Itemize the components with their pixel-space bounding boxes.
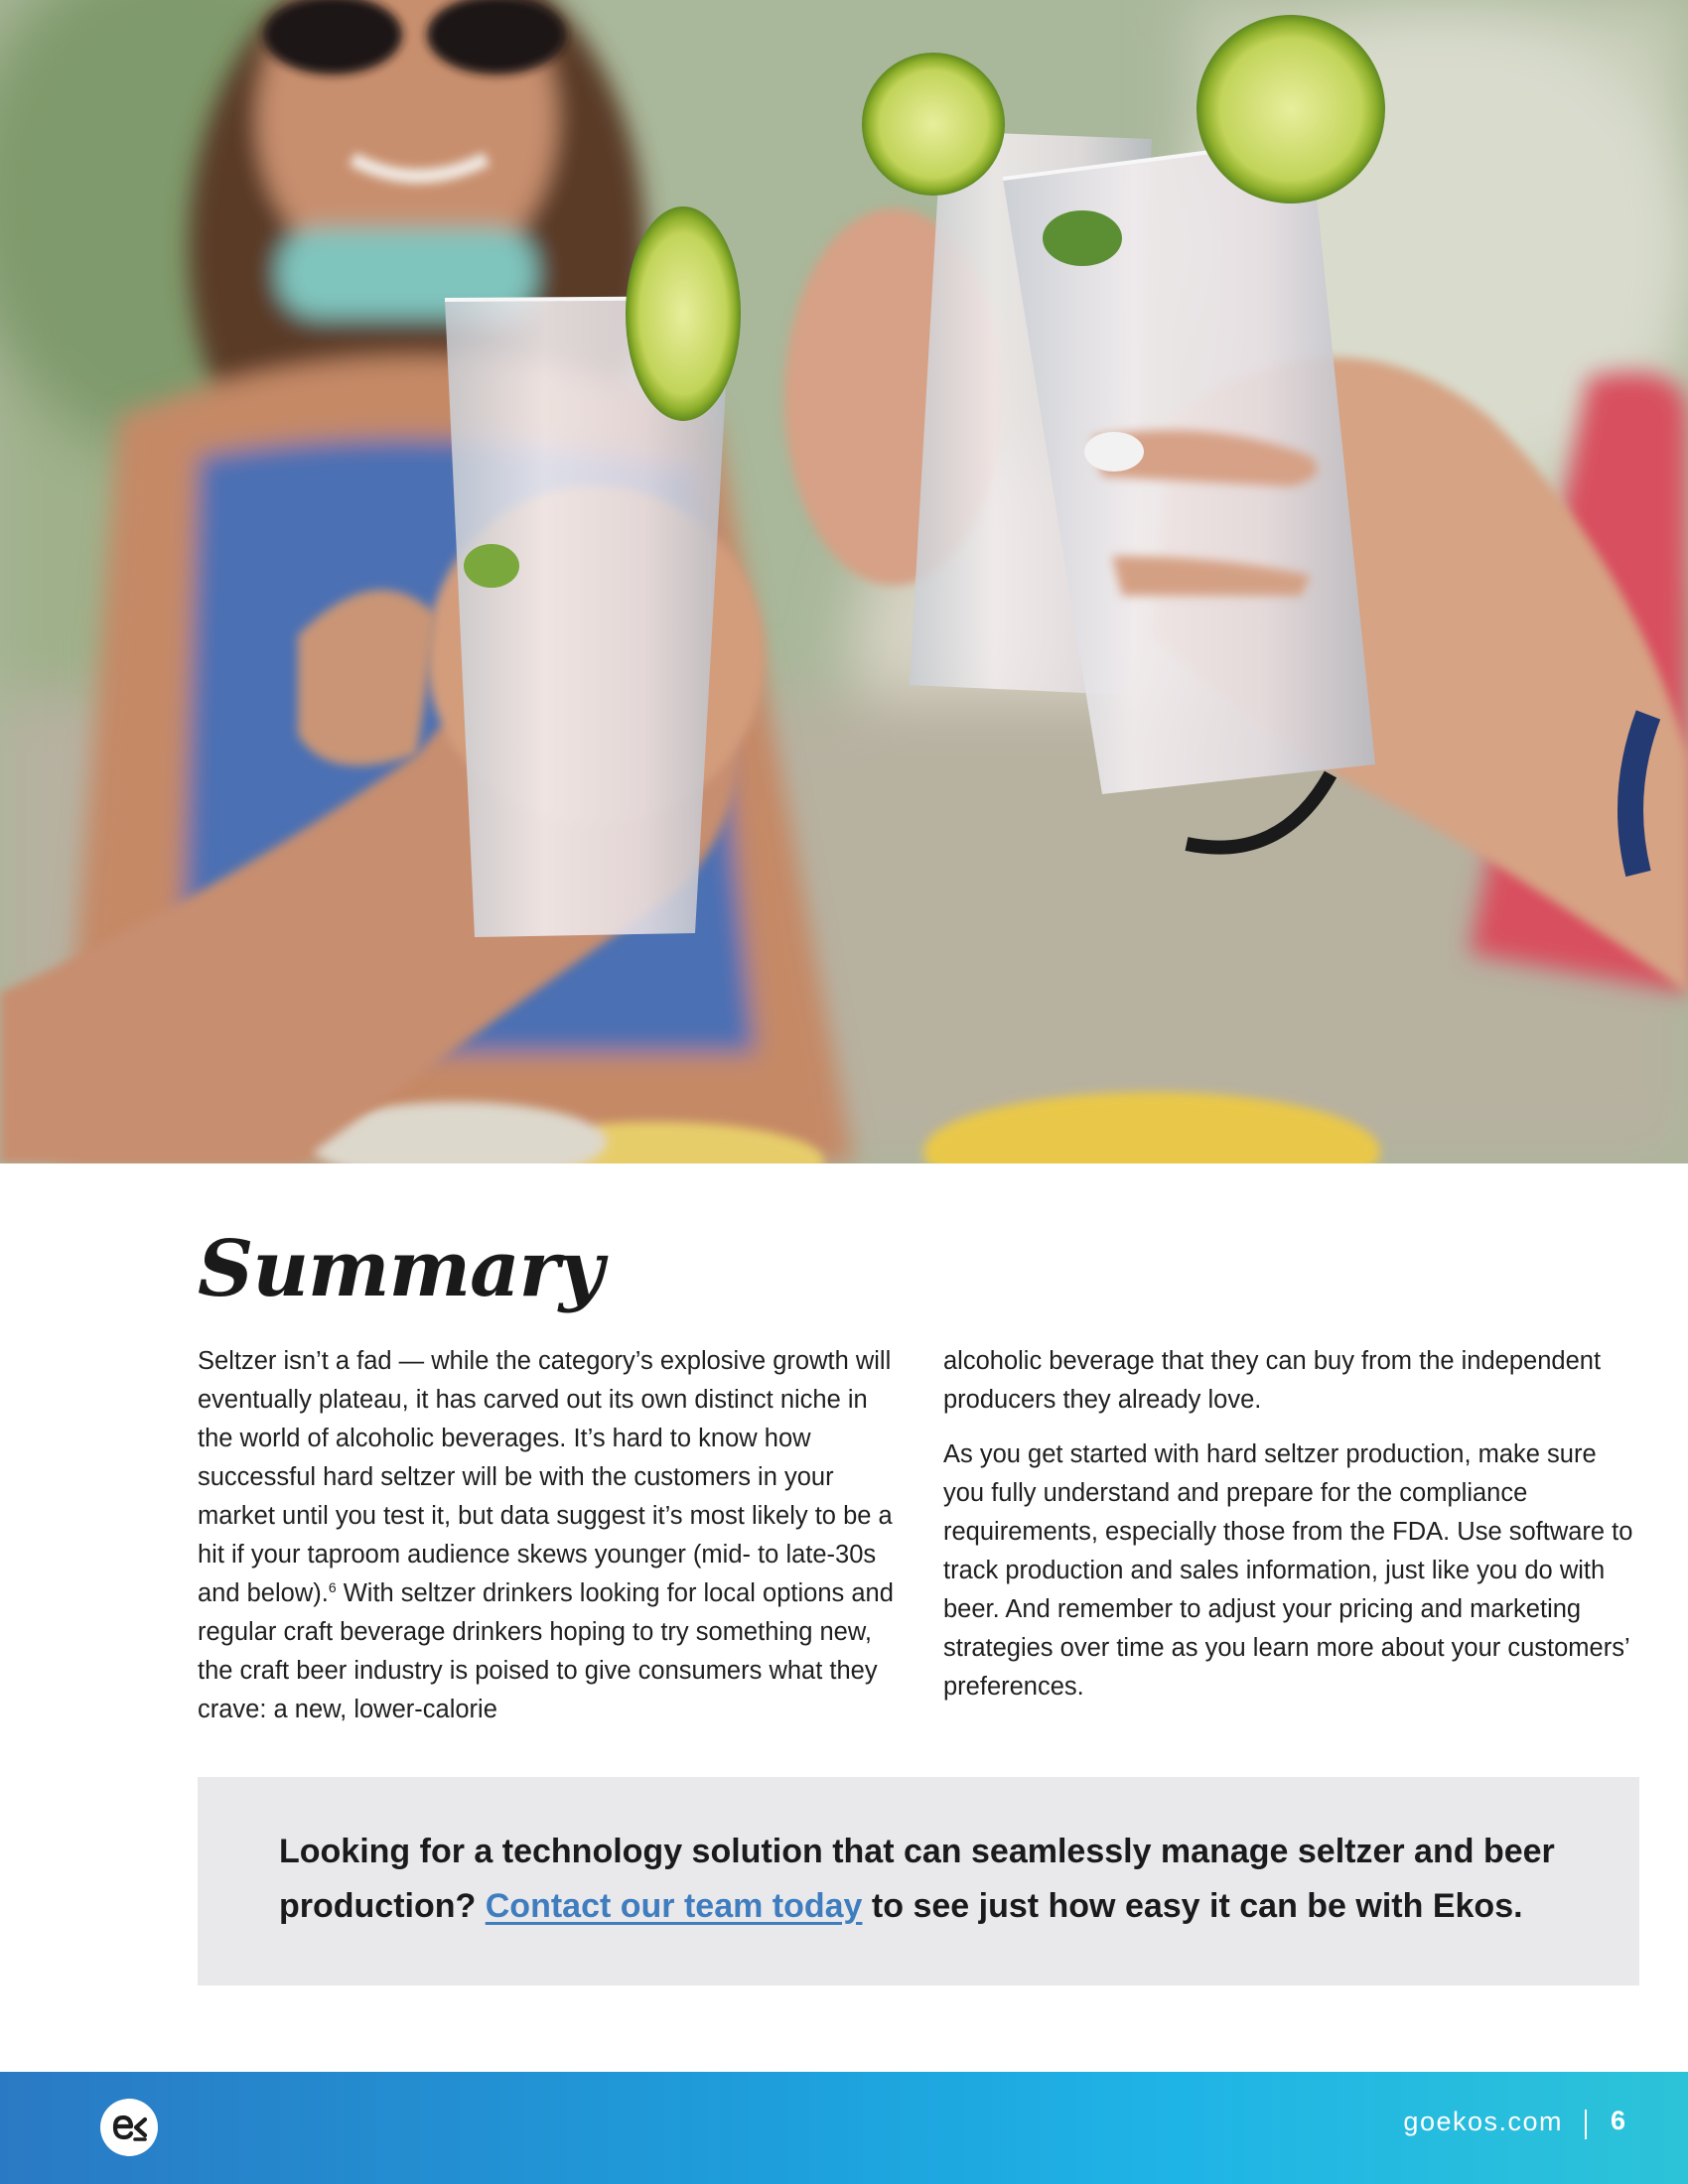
page-number: 6 [1611, 2106, 1626, 2135]
paragraph-text: Seltzer isn’t a fad — while the category’s explosive growth will eventually plateau, it has carved out its own distinct niche in the world of alcoholic beverages. It’s hard to know how successful hard seltzer will be with the customers in your market until you test it, but data suggest it’s most likely to be a hit if your taproom audience skews younger (mid- to late-30s and below). [198, 1347, 893, 1607]
cta-text-before: Looking for a technology solution that can seamlessly manage seltzer and beer production? [279, 1833, 1555, 1925]
summary-column-left [198, 1342, 905, 1745]
cta-text-after: to see just how easy it can be with Ekos. [862, 1887, 1523, 1925]
summary-paragraph: alcoholic beverage that they can buy from the independent producers they already love. [943, 1347, 1602, 1414]
paragraph-text: With seltzer drinkers looking for local options and regular craft beverage drinkers hoping to try something new, the craft beer industry is poised to give consumers what they crave: a new, lower-calorie [198, 1579, 894, 1723]
footer-website-url[interactable]: goekos.com [1403, 2107, 1563, 2136]
summary-column-right [943, 1342, 1638, 1722]
contact-team-link[interactable]: Contact our team today [485, 1887, 863, 1925]
summary-paragraph [198, 1342, 905, 1729]
summary-heading: Summary [198, 1224, 604, 1314]
summary-paragraph: As you get started with hard seltzer production, make sure you fully understand and prepare for the compliance requirements, especially those from the FDA. Use software to track production and sales information, just like you do with beer. And remember to adjust your pricing and marketing strategies over time as you learn more about your customers’ preferences. [943, 1440, 1633, 1701]
footer-divider [1585, 2110, 1587, 2139]
ekos-logo-icon [100, 2099, 158, 2156]
cta-callout-box [198, 1777, 1639, 1985]
footnote-reference: 6 [328, 1579, 337, 1595]
cta-text [279, 1825, 1560, 1934]
footer-bar [0, 2072, 1688, 2184]
